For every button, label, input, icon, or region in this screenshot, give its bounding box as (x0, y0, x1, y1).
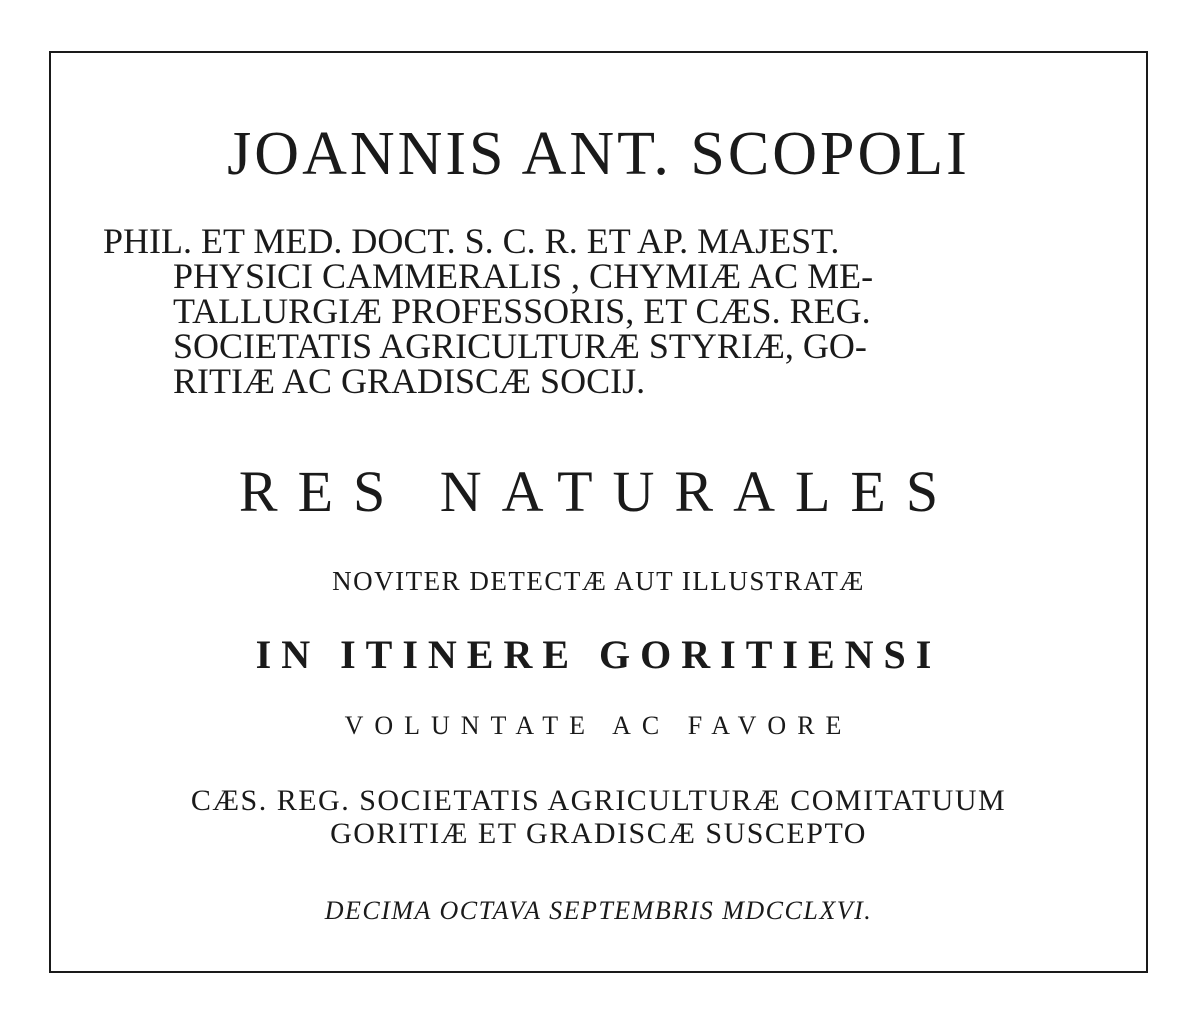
society-line: GORITIÆ ET GRADISCÆ SUSCEPTO (330, 817, 867, 850)
author-titles-line: RITIÆ AC GRADISCÆ SOCIJ. (173, 361, 646, 401)
subtitle: NOVITER DETECTÆ AUT ILLUSTRATÆ (332, 566, 865, 596)
title-page-frame (49, 51, 1148, 973)
author-titles-line: PHIL. ET MED. DOCT. S. C. R. ET AP. MAJEST. (103, 221, 840, 261)
date-line: DECIMA OCTAVA SEPTEMBRIS MDCCLXVI. (324, 896, 873, 925)
author-titles-line: SOCIETATIS AGRICULTURÆ STYRIÆ, GO- (173, 326, 867, 366)
society-line: CÆS. REG. SOCIETATIS AGRICULTURÆ COMITATUUM (190, 784, 1007, 817)
author-name: JOANNIS ANT. SCOPOLI (227, 120, 970, 188)
main-title: RES NATURALES (238, 459, 959, 524)
author-titles-line: PHYSICI CAMMERALIS , CHYMIÆ AC ME- (173, 256, 874, 296)
journey-title: IN ITINERE GORITIENSI (255, 632, 942, 677)
author-titles-line: TALLURGIÆ PROFESSORIS, ET CÆS. REG. (173, 291, 871, 331)
voluntate-line: VOLUNTATE AC FAVORE (344, 711, 853, 740)
